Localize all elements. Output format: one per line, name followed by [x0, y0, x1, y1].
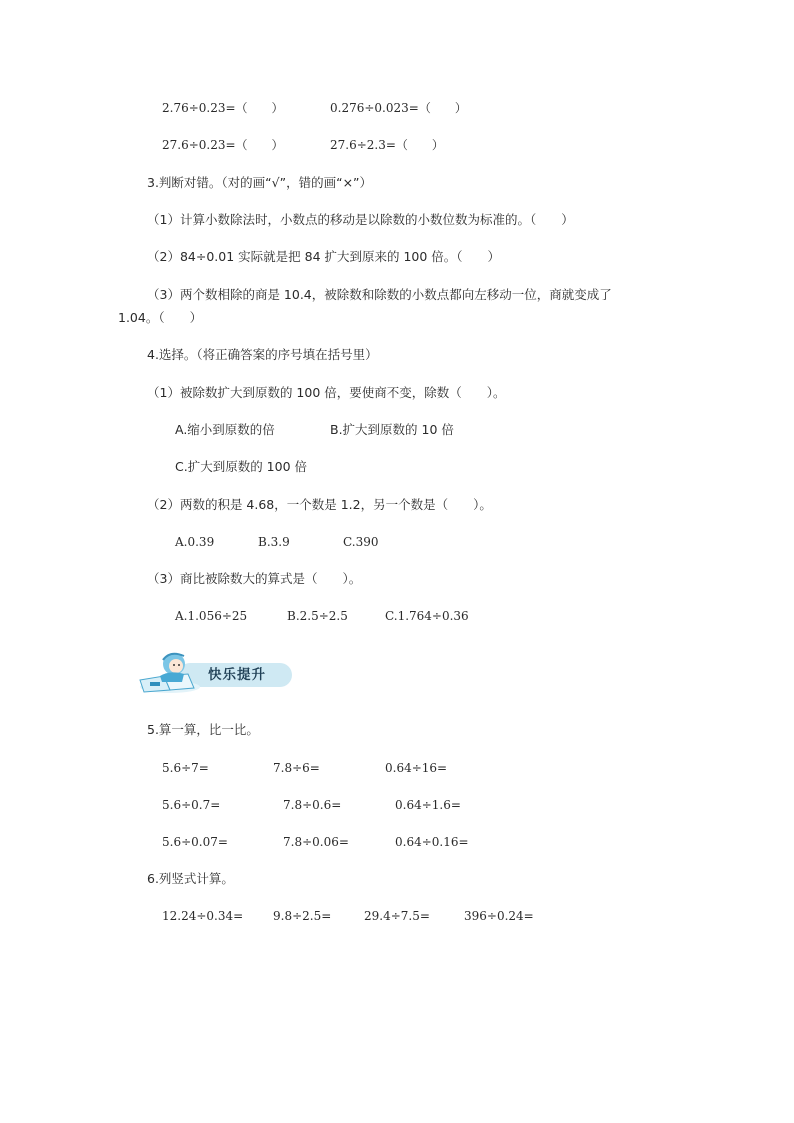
- q3-item-2: （2）84÷0.01 实际就是把 84 扩大到原来的 100 倍。（ ）: [147, 249, 501, 264]
- q6-expr-2: 9.8÷2.5=: [273, 909, 332, 923]
- q4-1-option-c: C.扩大到原数的 100 倍: [175, 459, 308, 474]
- q5-expr-2-1: 5.6÷0.7=: [162, 798, 221, 812]
- q4-3-option-c: C.1.764÷0.36: [385, 609, 469, 623]
- q4-2-option-b: B.3.9: [258, 535, 290, 549]
- q4-3-stem: （3）商比被除数大的算式是（ ）。: [147, 571, 362, 586]
- q4-2-stem: （2）两数的积是 4.68，一个数是 1.2，另一个数是（ ）。: [147, 497, 492, 512]
- q2-expr-2: 0.276÷0.023=（ ）: [330, 101, 467, 115]
- q3-item-3: （3）两个数相除的商是 10.4，被除数和除数的小数点都向左移动一位，商就变成了: [147, 287, 612, 302]
- q4-title: 4.选择。（将正确答案的序号填在括号里）: [147, 347, 378, 362]
- q5-expr-1-2: 7.8÷6=: [273, 761, 320, 775]
- q4-2-option-c: C.390: [343, 535, 379, 549]
- q5-expr-1-3: 0.64÷16=: [385, 761, 448, 775]
- q3-item-1: （1）计算小数除法时，小数点的移动是以除数的小数位数为标准的。（ ）: [147, 212, 574, 227]
- q2-expr-3: 27.6÷0.23=（ ）: [162, 138, 284, 152]
- q5-expr-3-3: 0.64÷0.16=: [395, 835, 469, 849]
- q2-expr-1: 2.76÷0.23=（ ）: [162, 101, 284, 115]
- q4-1-stem: （1）被除数扩大到原数的 100 倍，要使商不变，除数（ ）。: [147, 385, 506, 400]
- q6-title: 6.列竖式计算。: [147, 871, 234, 886]
- q3-title: 3.判断对错。（对的画“√”，错的画“×”）: [147, 175, 373, 190]
- section-banner: [130, 650, 296, 696]
- q4-1-option-a: A.缩小到原数的倍: [175, 422, 275, 437]
- cartoon-kid-reading-icon: [130, 650, 210, 696]
- banner-title: 快乐提升: [208, 667, 266, 683]
- q5-expr-2-3: 0.64÷1.6=: [395, 798, 461, 812]
- q4-2-option-a: A.0.39: [175, 535, 215, 549]
- q5-expr-3-1: 5.6÷0.07=: [162, 835, 228, 849]
- q6-expr-1: 12.24÷0.34=: [162, 909, 244, 923]
- q5-expr-3-2: 7.8÷0.06=: [283, 835, 349, 849]
- q4-3-option-b: B.2.5÷2.5: [287, 609, 348, 623]
- q5-title: 5.算一算，比一比。: [147, 722, 259, 737]
- q4-1-option-b: B.扩大到原数的 10 倍: [330, 422, 454, 437]
- q5-expr-2-2: 7.8÷0.6=: [283, 798, 342, 812]
- q2-expr-4: 27.6÷2.3=（ ）: [330, 138, 444, 152]
- q3-item-3-cont: 1.04。（ ）: [118, 310, 203, 325]
- q6-expr-3: 29.4÷7.5=: [364, 909, 430, 923]
- q4-3-option-a: A.1.056÷25: [175, 609, 248, 623]
- q6-expr-4: 396÷0.24=: [464, 909, 534, 923]
- q5-expr-1-1: 5.6÷7=: [162, 761, 209, 775]
